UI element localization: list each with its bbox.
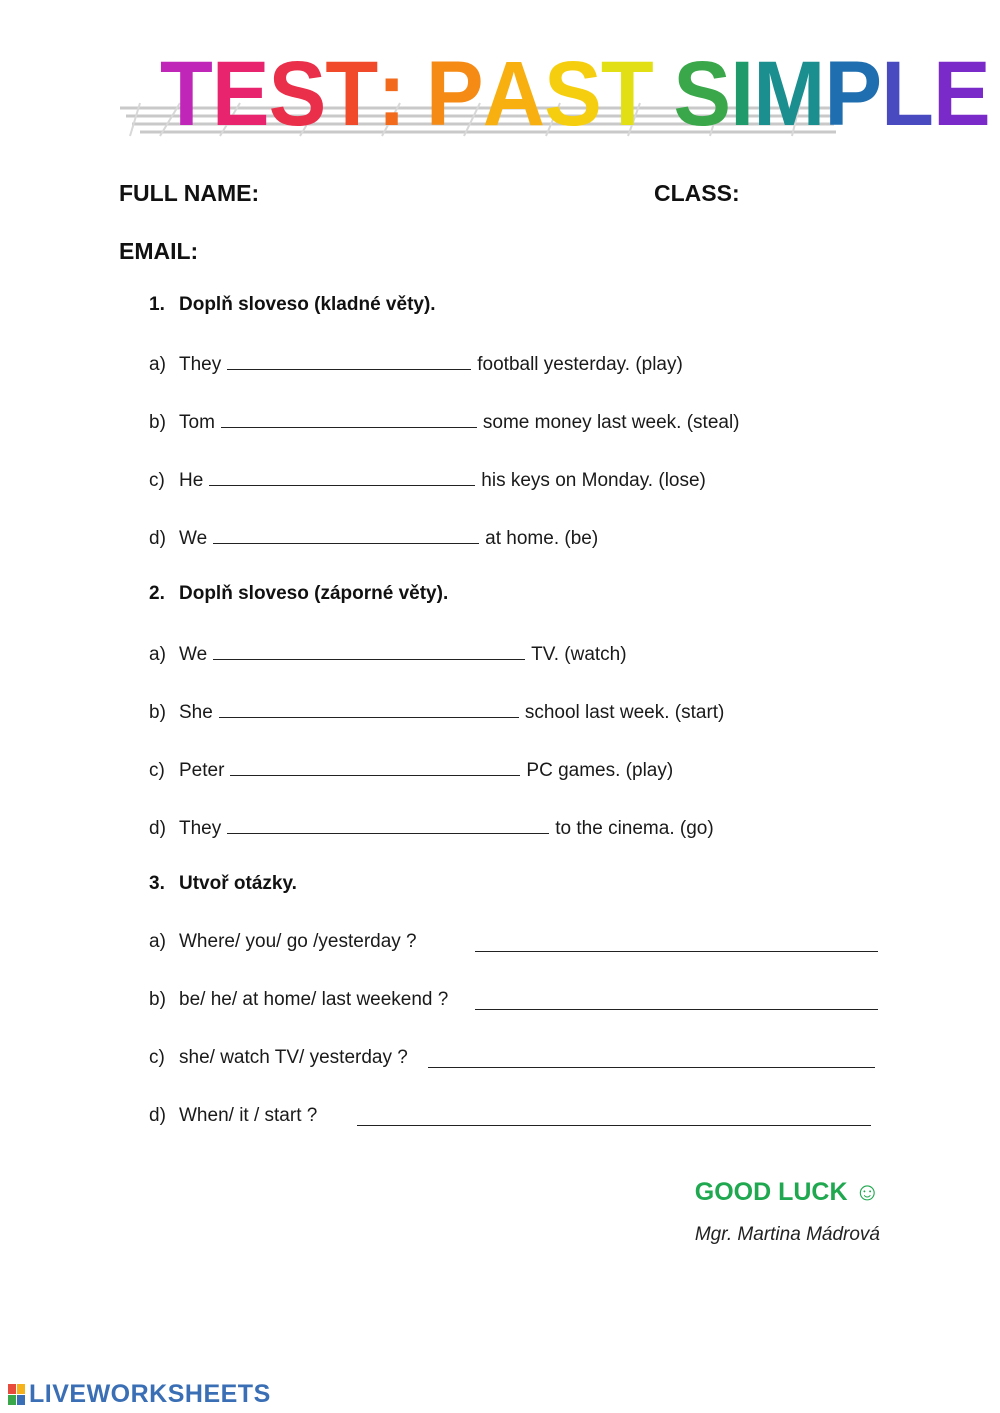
list-item xyxy=(149,699,724,724)
author-signature: Mgr. Martina Mádrová xyxy=(694,1224,880,1245)
item-prompt: She xyxy=(179,702,213,723)
answer-blank[interactable] xyxy=(230,757,520,776)
title-letter: L xyxy=(881,43,934,145)
title-letter: A xyxy=(482,43,545,145)
answer-blank[interactable] xyxy=(428,1049,875,1068)
list-item xyxy=(149,757,673,782)
section-number: 1. xyxy=(149,294,165,315)
list-item xyxy=(149,1105,317,1127)
item-letter: a) xyxy=(149,354,166,375)
item-prompt: she/ watch TV/ yesterday ? xyxy=(179,1047,408,1068)
item-prompt: We xyxy=(179,644,208,665)
title-letter: T xyxy=(325,43,378,145)
item-letter: a) xyxy=(149,931,166,952)
item-letter: c) xyxy=(149,760,165,781)
item-letter: b) xyxy=(149,702,166,723)
section-number: 2. xyxy=(149,583,165,604)
title-letter: : xyxy=(377,43,406,145)
liveworksheets-logo[interactable] xyxy=(8,1380,271,1409)
title-letter: P xyxy=(425,43,483,145)
title-letter: E xyxy=(211,43,269,145)
section-title: Doplň sloveso (kladné věty). xyxy=(179,294,436,315)
list-item xyxy=(149,1047,408,1069)
answer-blank[interactable] xyxy=(475,991,878,1010)
title-letter: E xyxy=(933,43,990,145)
title-letter: M xyxy=(753,43,825,145)
item-prompt: Where/ you/ go /yesterday ? xyxy=(179,931,417,952)
list-item xyxy=(149,931,417,953)
title-letter: T xyxy=(160,43,212,145)
list-item xyxy=(149,409,740,434)
section-3-heading xyxy=(149,873,297,895)
section-1-heading xyxy=(149,294,436,316)
section-number: 3. xyxy=(149,873,165,894)
answer-blank[interactable] xyxy=(227,815,549,834)
item-letter: a) xyxy=(149,644,166,665)
title-letter xyxy=(405,44,426,144)
item-prompt: Peter xyxy=(179,760,225,781)
item-prompt: We xyxy=(179,528,208,549)
item-prompt: They xyxy=(179,354,222,375)
answer-blank[interactable] xyxy=(219,699,519,718)
item-letter: d) xyxy=(149,1105,166,1126)
item-suffix: to the cinema. (go) xyxy=(555,818,714,839)
list-item xyxy=(149,467,706,492)
item-suffix: some money last week. (steal) xyxy=(482,412,740,433)
email-label: EMAIL: xyxy=(119,238,199,264)
item-prompt: be/ he/ at home/ last weekend ? xyxy=(179,989,449,1010)
title-letter xyxy=(653,44,674,144)
section-title: Utvoř otázky. xyxy=(179,873,297,894)
page-title xyxy=(160,44,990,144)
item-letter: c) xyxy=(149,470,165,491)
good-luck-text: GOOD LUCK ☺ xyxy=(694,1178,880,1206)
item-prompt: They xyxy=(179,818,222,839)
item-suffix: school last week. (start) xyxy=(524,702,725,723)
item-prompt: He xyxy=(179,470,204,491)
item-letter: d) xyxy=(149,818,166,839)
item-letter: d) xyxy=(149,528,166,549)
liveworksheets-icon xyxy=(8,1384,25,1405)
section-2-heading xyxy=(149,583,448,605)
item-letter: b) xyxy=(149,989,166,1010)
section-title: Doplň sloveso (záporné věty). xyxy=(179,583,449,604)
answer-blank[interactable] xyxy=(213,525,479,544)
title-letter: T xyxy=(600,43,653,145)
brand-name: LIVEWORKSHEETS xyxy=(29,1380,271,1408)
list-item xyxy=(149,815,714,840)
answer-blank[interactable] xyxy=(475,933,878,952)
item-suffix: at home. (be) xyxy=(485,528,599,549)
class-label: CLASS: xyxy=(654,180,740,206)
title-letter: S xyxy=(268,43,326,145)
title-letter: S xyxy=(544,43,601,145)
item-suffix: his keys on Monday. (lose) xyxy=(481,470,706,491)
list-item xyxy=(149,989,448,1011)
answer-blank[interactable] xyxy=(213,641,525,660)
title-letter: I xyxy=(730,43,754,145)
answer-blank[interactable] xyxy=(221,409,477,428)
full-name-label: FULL NAME: xyxy=(119,180,260,206)
item-suffix: football yesterday. (play) xyxy=(477,354,683,375)
answer-blank[interactable] xyxy=(209,467,475,486)
list-item xyxy=(149,641,627,666)
answer-blank[interactable] xyxy=(357,1107,871,1126)
item-suffix: TV. (watch) xyxy=(531,644,627,665)
answer-blank[interactable] xyxy=(227,351,471,370)
item-letter: b) xyxy=(149,412,166,433)
item-prompt: When/ it / start ? xyxy=(179,1105,318,1126)
title-letter: S xyxy=(673,43,731,145)
item-suffix: PC games. (play) xyxy=(526,760,674,781)
list-item xyxy=(149,351,683,376)
title-letter: P xyxy=(824,43,882,145)
item-prompt: Tom xyxy=(179,412,215,433)
title-banner xyxy=(120,38,990,148)
item-letter: c) xyxy=(149,1047,165,1068)
list-item xyxy=(149,525,598,550)
